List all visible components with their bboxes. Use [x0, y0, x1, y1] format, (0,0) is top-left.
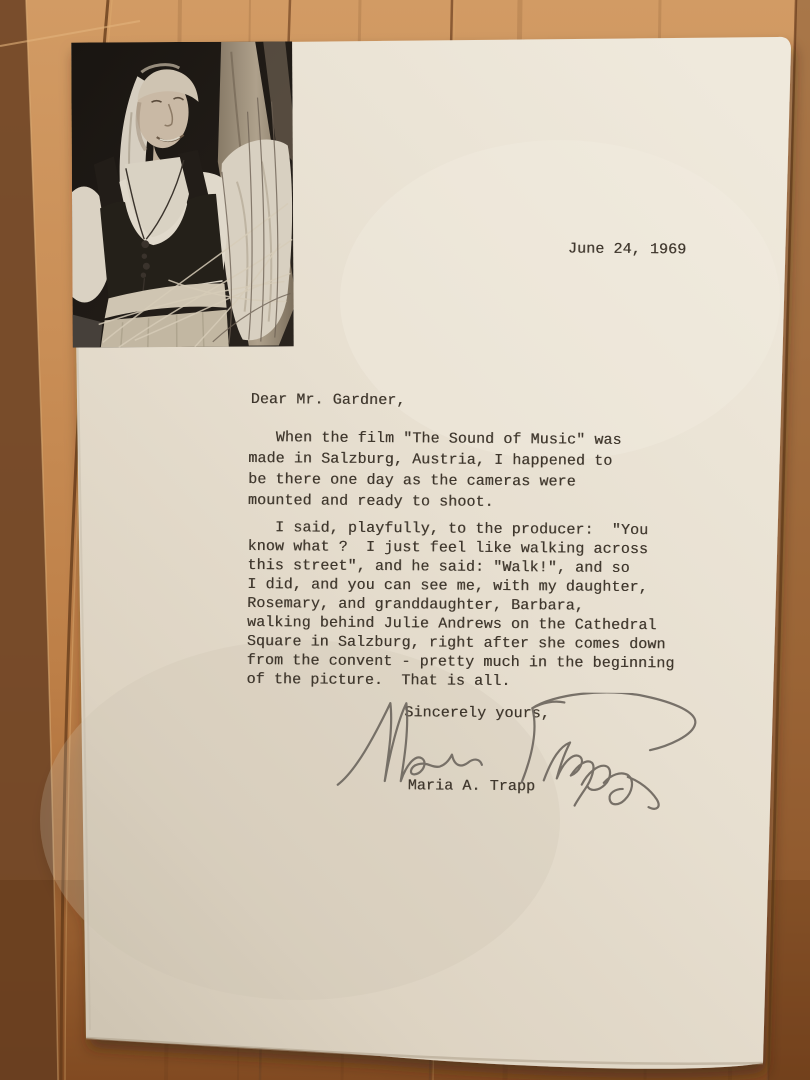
- typed-signature-name: Maria A. Trapp: [407, 777, 536, 796]
- letter-salutation: Dear Mr. Gardner,: [250, 391, 406, 410]
- letter-date: June 24, 1969: [567, 240, 687, 259]
- handwritten-signature: [326, 691, 707, 812]
- letter-closing: Sincerely yours,: [404, 704, 550, 723]
- letter-paragraph-1: When the film "The Sound of Music" was made in Salzburg, Austria, I happened to be there one day as the cameras were mounted and ready to shoot.: [247, 428, 622, 511]
- letter-paragraph-2: I said, playfully, to the producer: "You know what ? I just feel like walking across this street", and he said: "Walk!", and so I did, and you can see me, with my daughter, Rosemary, and granddaughter, Barbara, walking behind Julie Andrews on the Cathedral Square in Salzburg, right after she comes down from the convent - pretty much in the beginning of the picture. That is all.: [246, 518, 675, 691]
